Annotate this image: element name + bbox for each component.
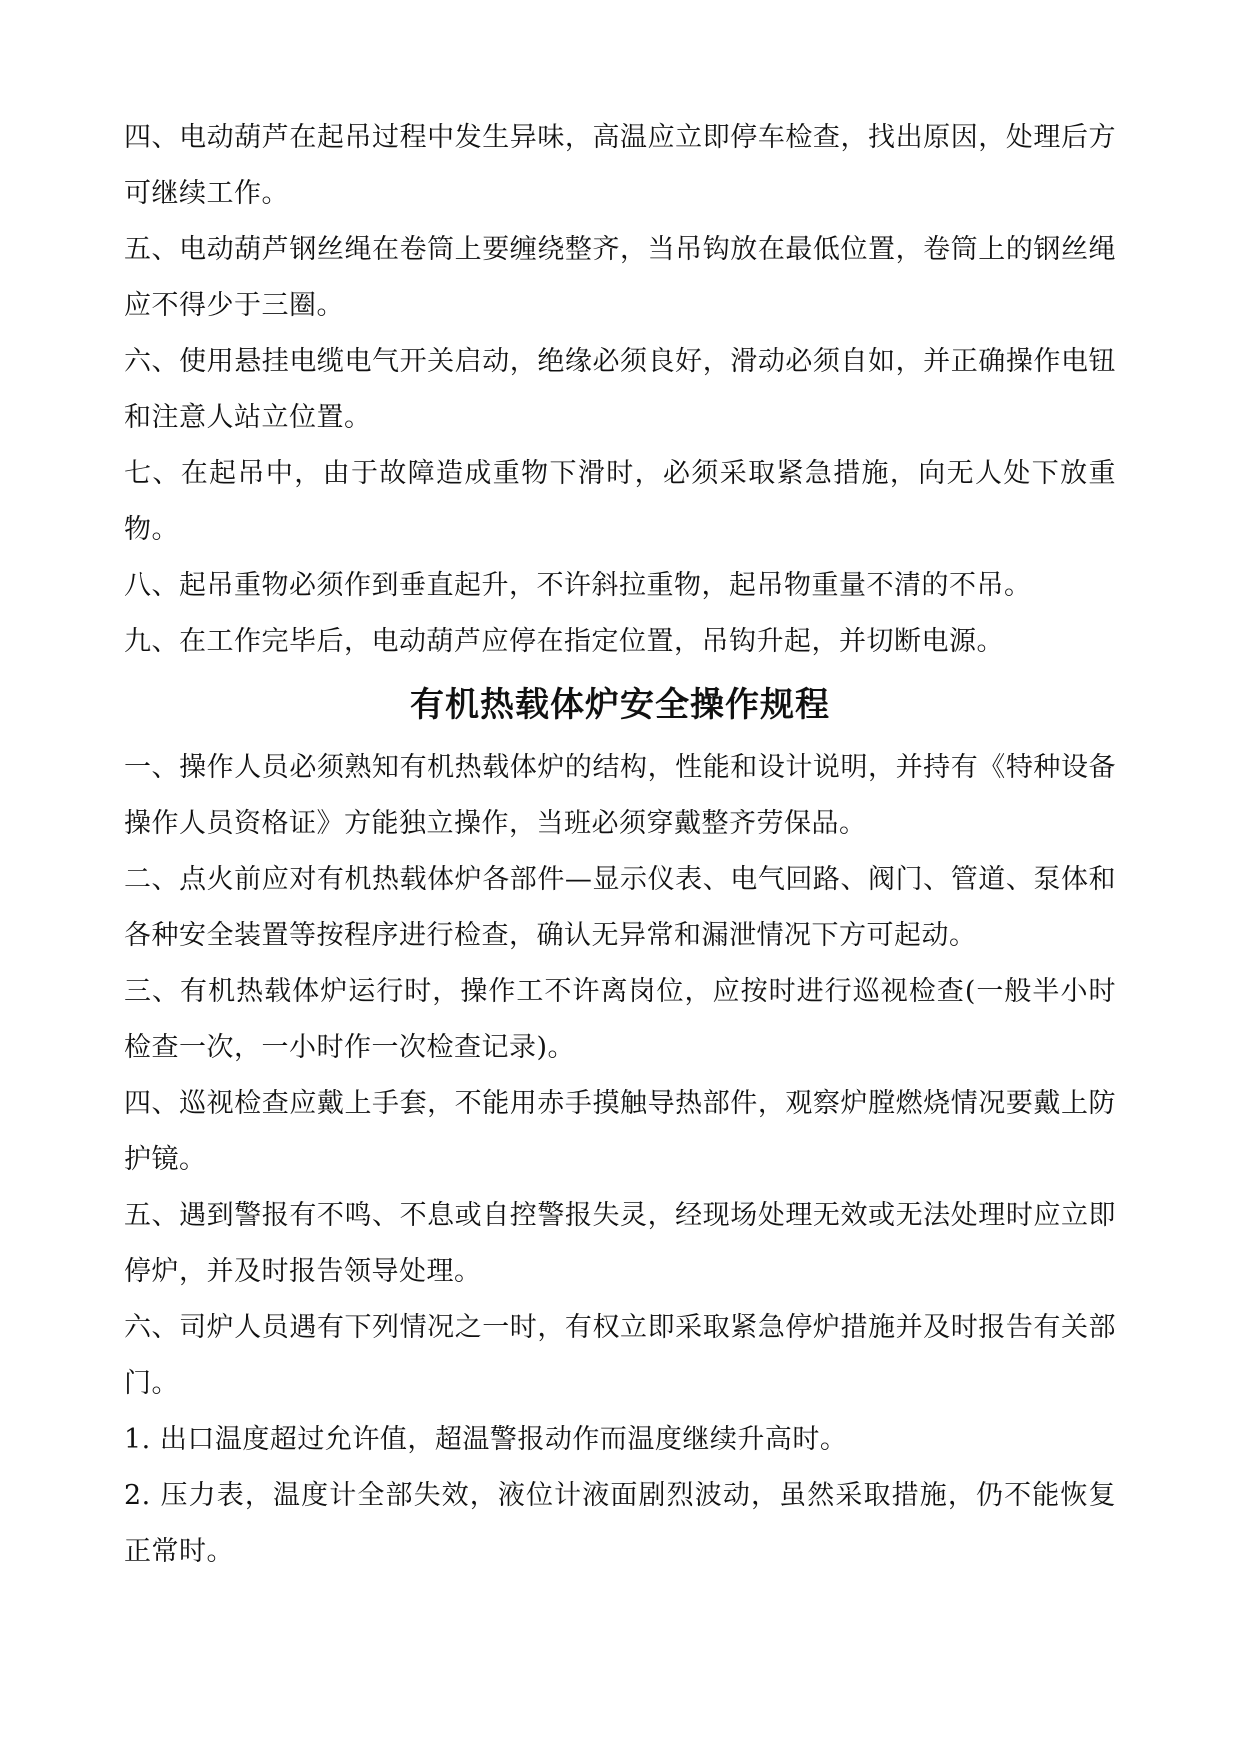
section-title: 有机热载体炉安全操作规程 (410, 685, 830, 725)
regulation-item-1: 一、操作人员必须熟知有机热载体炉的结构，性能和设计说明，并持有《特种设备操作人员资格证》方能独立操作，当班必须穿戴整齐劳保品。 (124, 752, 1116, 839)
paragraph-item-6: 六、使用悬挂电缆电气开关启动，绝缘必须良好，滑动必须自如，并正确操作电钮和注意人站立位置。 (124, 346, 1116, 433)
document-page (124, 110, 1116, 1580)
sub-item-2: 2. 压力表，温度计全部失效，液位计液面剧烈波动，虽然采取措施，仍不能恢复正常时。 (124, 1480, 1116, 1567)
paragraph-item-7: 七、在起吊中，由于故障造成重物下滑时，必须采取紧急措施，向无人处下放重物。 (124, 458, 1116, 545)
paragraph-item-8: 八、起吊重物必须作到垂直起升，不许斜拉重物，起吊物重量不清的不吊。 (124, 570, 1032, 601)
regulation-item-6: 六、司炉人员遇有下列情况之一时，有权立即采取紧急停炉措施并及时报告有关部门。 (124, 1312, 1116, 1399)
sub-item-1: 1. 出口温度超过允许值，超温警报动作而温度继续升高时。 (124, 1424, 848, 1455)
paragraph-item-5: 五、电动葫芦钢丝绳在卷筒上要缠绕整齐，当吊钩放在最低位置，卷筒上的钢丝绳应不得少于三圈。 (124, 234, 1116, 321)
regulation-item-3: 三、有机热载体炉运行时，操作工不许离岗位，应按时进行巡视检查(一般半小时检查一次，一小时作一次检查记录)。 (124, 976, 1116, 1063)
regulation-item-4: 四、巡视检查应戴上手套，不能用赤手摸触导热部件，观察炉膛燃烧情况要戴上防护镜。 (124, 1088, 1116, 1175)
paragraph-item-4: 四、电动葫芦在起吊过程中发生异味，高温应立即停车检查，找出原因，处理后方可继续工作。 (124, 122, 1116, 209)
regulation-item-5: 五、遇到警报有不鸣、不息或自控警报失灵，经现场处理无效或无法处理时应立即停炉，并及时报告领导处理。 (124, 1200, 1116, 1287)
regulation-item-2: 二、点火前应对有机热载体炉各部件—显示仪表、电气回路、阀门、管道、泵体和各种安全装置等按程序进行检查，确认无异常和漏泄情况下方可起动。 (124, 864, 1116, 951)
paragraph-item-9: 九、在工作完毕后，电动葫芦应停在指定位置，吊钩升起，并切断电源。 (124, 626, 1004, 657)
